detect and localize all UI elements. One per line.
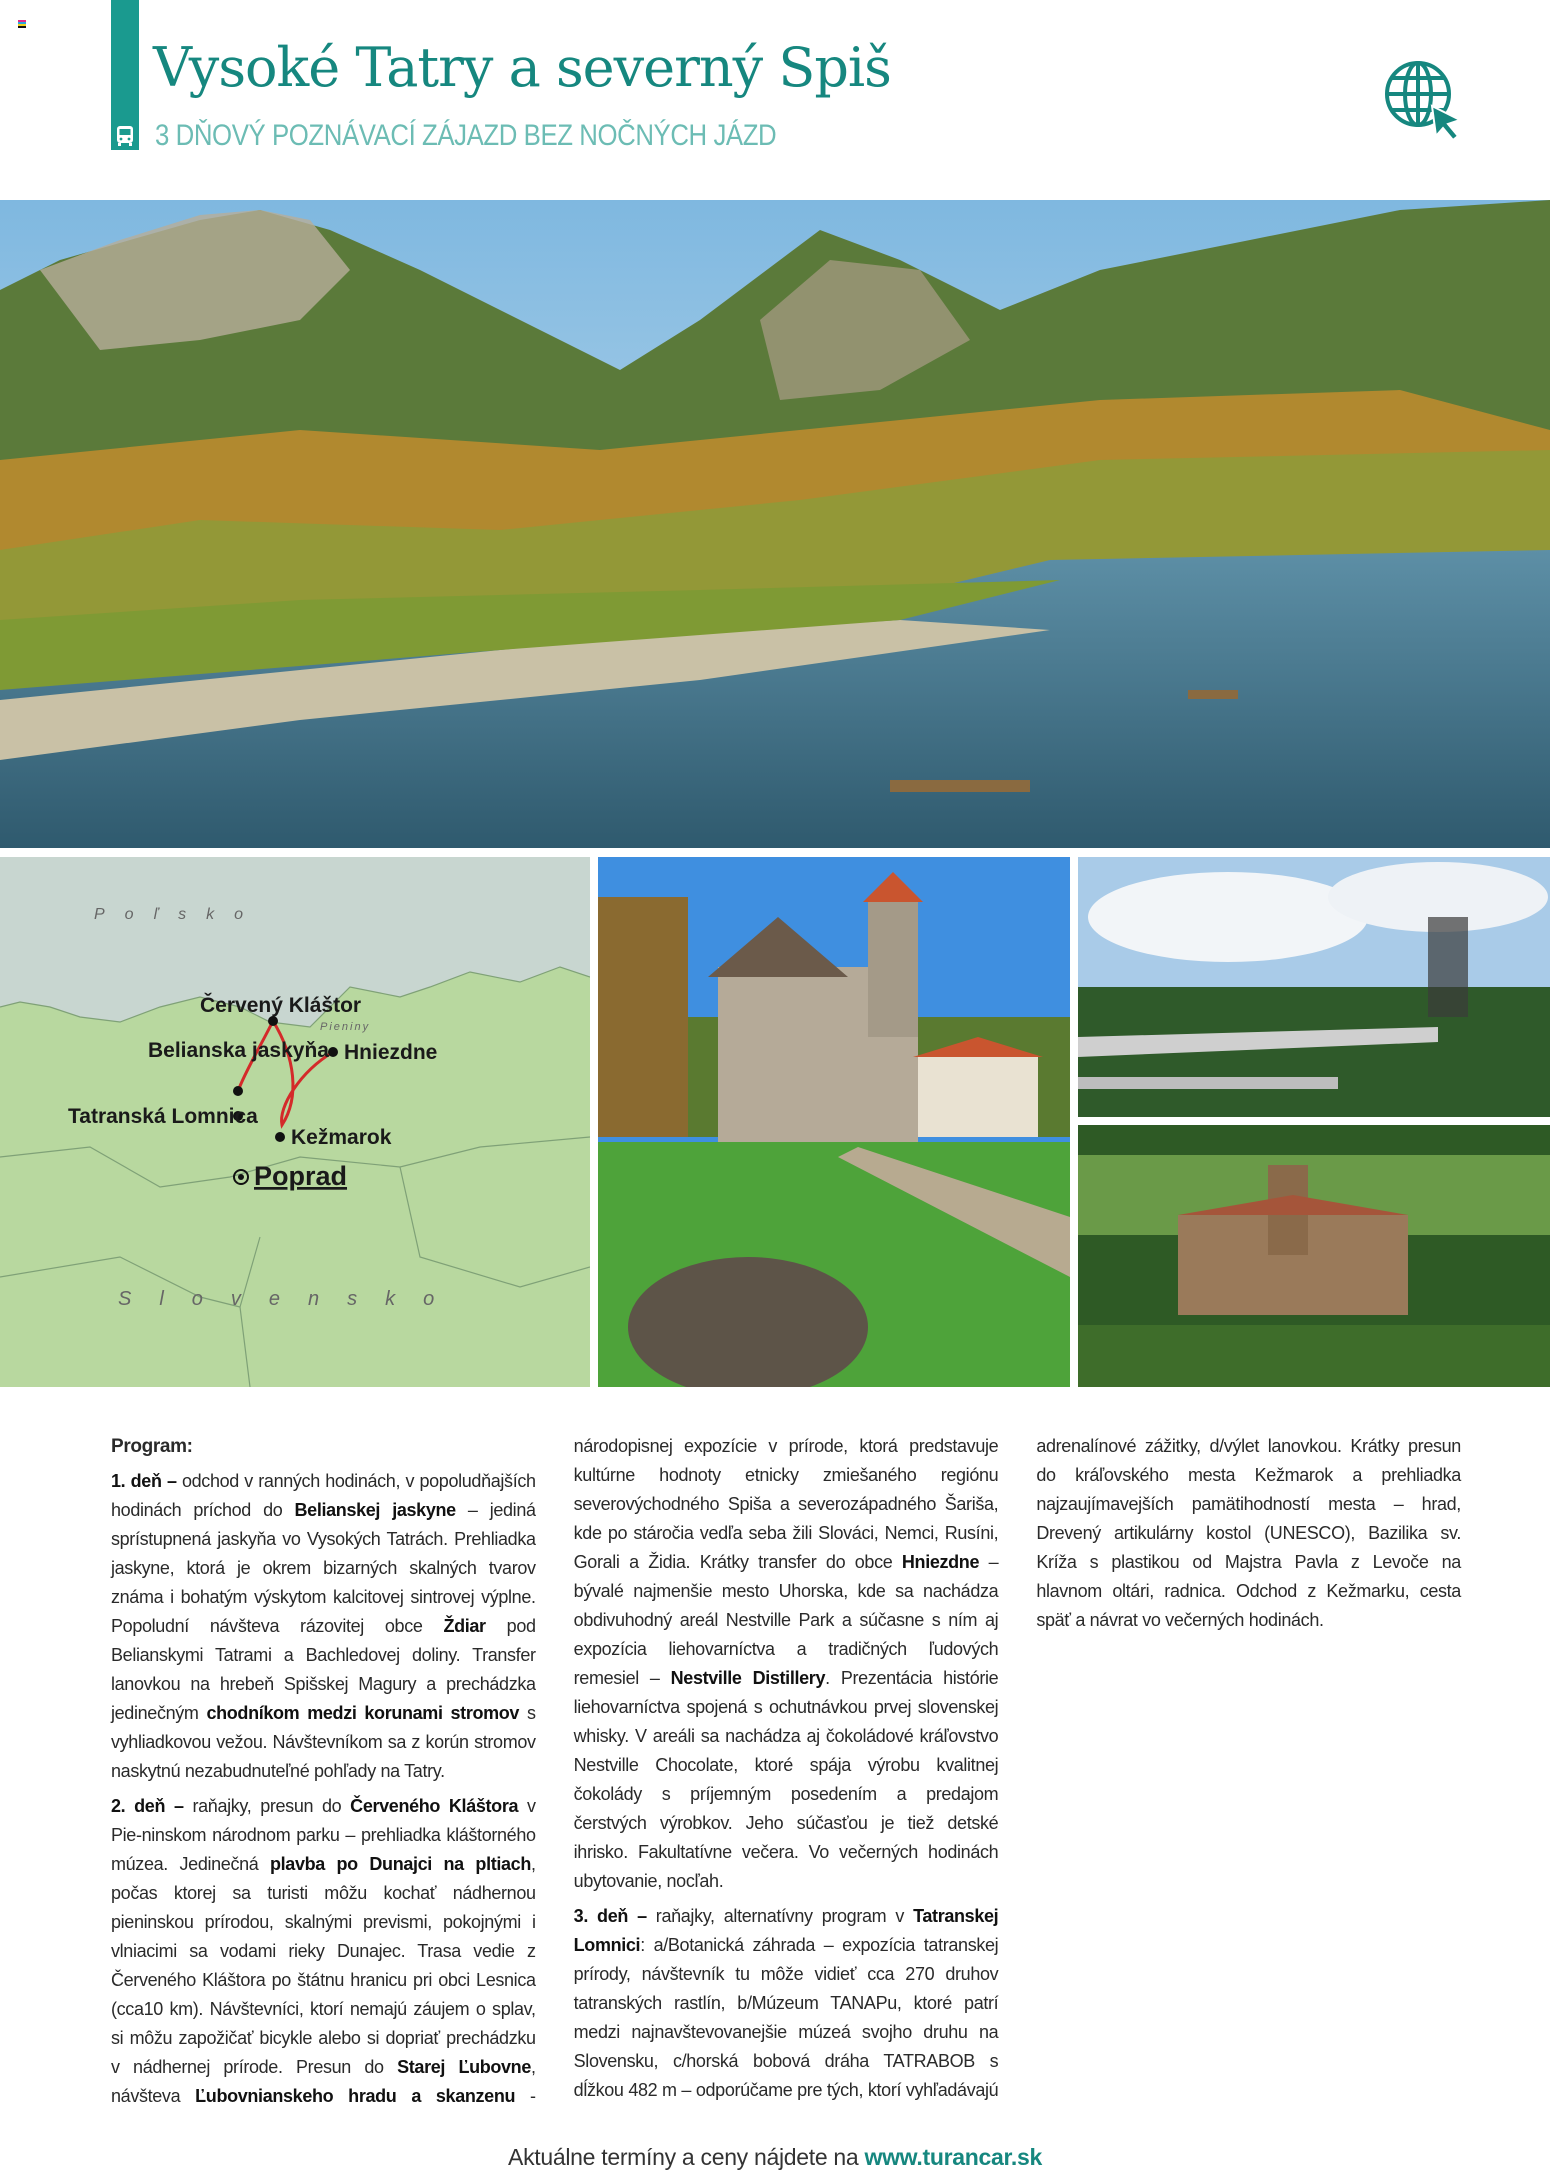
globe-web-icon[interactable] bbox=[1382, 58, 1464, 142]
route-map bbox=[0, 857, 590, 1387]
highlight-text: Tatranskej Lomnici bbox=[573, 1906, 999, 1955]
highlight-text: Belianskej jaskyne bbox=[294, 1500, 456, 1520]
body-text: – bývalé najmenšie mesto Uhorska, kde sa nachádza obdivuhodný areál Nestville Park a súčasne s ním aj expozícia liehovarníctva a tradičných ľudových remesiel – bbox=[573, 1552, 999, 1688]
print-color-marks bbox=[18, 20, 26, 28]
highlight-text: Ľubovnianskeho hradu a skanzenu bbox=[195, 2086, 516, 2106]
highlight-text: chodníkom medzi korunami stromov bbox=[206, 1703, 520, 1723]
map-label-pieniny: Pieniny bbox=[320, 1021, 371, 1033]
page-title: Vysoké Tatry a severný Spiš bbox=[153, 36, 891, 99]
map-label-belianska-jaskyna: Belianska jaskyňa bbox=[148, 1039, 329, 1062]
map-label-hniezdne: Hniezdne bbox=[344, 1041, 438, 1064]
body-text: raňajky, presun do bbox=[183, 1796, 351, 1816]
map-label-slovensko: Slovensko bbox=[118, 1288, 463, 1310]
body-text: . Prezentácia histórie liehovarníctva spojená s ochutnávkou prvej slovenskej whisky. V areáli sa nachádza aj čokoládové kráľovstvo Nestville Chocolate, ktoré spája výrobu kvalitnej čokolády s príjemným posedením a predajom čerstvých výrobkov. Jeho súčasťou je tiež detské ihrisko. Fakultatívne večera. Vo večerných hodinách ubytovanie, nocľah. bbox=[573, 1668, 999, 1891]
highlight-text: plavba po Dunajci na pltiach bbox=[270, 1854, 531, 1874]
body-text: – jediná sprístupnená jaskyňa vo Vysokých Tatrách. Prehliadka jaskyne, ktorá je okrem bizarných skalných tvarov známa i bohatým výskytom kalcitovej sintrovej výplne. Popoludní návšteva rázovitej obce bbox=[111, 1500, 536, 1636]
highlight-text: Hniezdne bbox=[901, 1552, 980, 1572]
website-link[interactable]: www.turancar.sk bbox=[864, 2144, 1042, 2170]
highlight-text: Starej Ľubovne bbox=[397, 2057, 531, 2077]
body-text: odchod v ranných hodinách, v popoludňajších hodinách príchod do bbox=[111, 1471, 536, 1520]
body-text: v Pie-ninskom národnom parku – prehliadka kláštorného múzea. Jedinečná bbox=[111, 1796, 536, 1874]
program-day-1 bbox=[111, 1467, 536, 1786]
highlight-text: 1. deň – bbox=[111, 1471, 177, 1491]
photo-treetop-walkway bbox=[1078, 857, 1550, 1117]
highlight-text: Ždiar bbox=[443, 1616, 486, 1636]
highlight-text: 2. deň – bbox=[111, 1796, 184, 1816]
program-text bbox=[111, 1432, 1461, 2122]
footer bbox=[0, 2144, 1550, 2171]
hero-photo-pieniny-river bbox=[0, 200, 1550, 848]
body-text: , počas ktorej sa turisti môžu kochať nádhernou pieninskou prírodou, skalnými prevismi, pokojnými i vlniacimi sa vodami rieky Dunajec. Trasa vedie z Červeného Kláštora po štátnu hranicu pri obci Lesnica (cca10 km). Návštevníci, ktorí nemajú záujem o splav, si môžu zapožičať bicykle alebo si dopriať prechádzku v nádhernej prírode. Presun do bbox=[111, 1854, 536, 2077]
photo-cerveny-klastor-monastery bbox=[598, 857, 1070, 1387]
page-subtitle: 3 DŇOVÝ POZNÁVACÍ ZÁJAZD BEZ NOČNÝCH JÁZD bbox=[155, 119, 777, 152]
highlight-text: Nestville Distillery bbox=[670, 1668, 826, 1688]
map-label-cerveny-klastor: Červený Kláštor bbox=[200, 994, 362, 1017]
program-heading: Program: bbox=[111, 1436, 193, 1457]
body-text: , návšteva bbox=[111, 2057, 536, 2106]
body-text: s vyhliadkovou vežou. Návštevníkom sa z korún stromov naskytnú nezabudnuteľné pohľady na Tatry. bbox=[111, 1703, 536, 1781]
highlight-text: Červeného Kláštora bbox=[350, 1796, 519, 1816]
bus-icon bbox=[113, 124, 137, 148]
body-text: raňajky, alternatívny program v bbox=[646, 1906, 914, 1926]
map-label-poprad: Poprad bbox=[254, 1161, 348, 1191]
map-label-tatranska-lomnica: Tatranská Lomnica bbox=[68, 1105, 258, 1128]
body-text: pod Belianskymi Tatrami a Bachledovej doliny. Transfer lanovkou na hrebeň Spišskej Magury a prechádzka jedinečným bbox=[111, 1616, 536, 1723]
body-text: - národopisnej expozície v prírode, ktorá predstavuje kultúrne hodnoty etnicky zmiešaného regiónu severovýchodného Spiša a severozápadného Šariša, kde po stáročia vedľa seba žili Slováci, Nemci, Rusíni, Gorali a Židia. Krátky transfer do obce bbox=[515, 1436, 999, 2106]
photo-lubovna-castle bbox=[1078, 1125, 1550, 1387]
footer-text: Aktuálne termíny a ceny nájdete na bbox=[508, 2144, 865, 2170]
body-text: : a/Botanická záhrada – expozícia tatranskej prírody, návštevník tu môže vidieť cca 270 druhov tatranských rastlín, b/Múzeum TANAPu, ktoré patrí medzi najnavštevovanejšie múzeá svojho druhu na Slovensku, c/horská bobová dráha TATRABOB s dĺžkou 482 m – odporúčame pre tých, ktorí vyhľadávajú adrenalínové zážitky, d/výlet lanovkou. Krátky presun do kráľovského mesta Kežmarok a prehliadka najzaujímavejších pamätihodností mesta – hrad, Drevený artikulárny kostol (UNESCO), Bazilika sv. Kríža s plastikou od Majstra Pavla z Levoče na hlavnom oltári, radnica. Odchod z Kežmarku, cesta späť a návrat vo večerných hodinách. bbox=[573, 1436, 1461, 2100]
highlight-text: 3. deň – bbox=[573, 1906, 647, 1926]
map-label-kezmarok: Kežmarok bbox=[291, 1126, 392, 1149]
map-label-polsko: Poľsko bbox=[94, 906, 263, 923]
